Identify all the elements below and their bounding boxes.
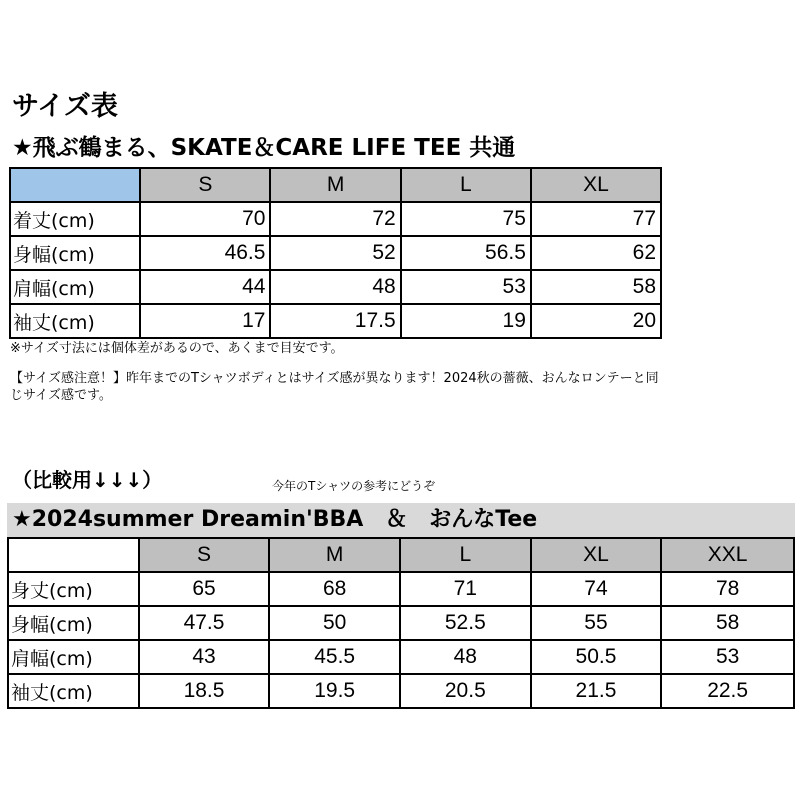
table-cell: 45.5: [269, 640, 400, 674]
table-cell: 56.5: [401, 236, 531, 270]
table-cell: 50.5: [531, 640, 662, 674]
row-label: 袖丈(cm): [8, 674, 139, 708]
table-cell: 75: [401, 202, 531, 236]
table-header-row: [10, 168, 661, 202]
table-cell: 44: [140, 270, 270, 304]
column-header: S: [139, 538, 270, 572]
row-label: 肩幅(cm): [10, 270, 140, 304]
table-cell: 22.5: [661, 674, 794, 708]
column-header: L: [400, 538, 531, 572]
table-cell: 20.5: [400, 674, 531, 708]
table-cell: 21.5: [531, 674, 662, 708]
column-header: XL: [531, 538, 662, 572]
column-header: M: [270, 168, 400, 202]
table-row: [10, 236, 661, 270]
table-row: [10, 270, 661, 304]
table-cell: 68: [269, 572, 400, 606]
table-cell: 52.5: [400, 606, 531, 640]
table-cell: 58: [531, 270, 661, 304]
table-cell: 62: [531, 236, 661, 270]
table1-title: ★飛ぶ鶴まる、SKATE＆CARE LIFE TEE 共通: [12, 135, 516, 161]
table-cell: 17.5: [270, 304, 400, 338]
size-note: ※サイズ寸法には個体差があるので、あくまで目安です。: [10, 341, 344, 356]
row-label: 身丈(cm): [8, 572, 139, 606]
table-cell: 48: [270, 270, 400, 304]
row-label: 身幅(cm): [8, 606, 139, 640]
table-row: [10, 202, 661, 236]
column-header: XXL: [661, 538, 794, 572]
page-title: サイズ表: [12, 91, 118, 122]
table-cell: 50: [269, 606, 400, 640]
comparison-note: 今年のTシャツの参考にどうぞ: [272, 479, 436, 493]
table-cell: 71: [400, 572, 531, 606]
table-cell: 77: [531, 202, 661, 236]
table-cell: 58: [661, 606, 794, 640]
table-cell: 74: [531, 572, 662, 606]
row-label: 身幅(cm): [10, 236, 140, 270]
table-cell: 52: [270, 236, 400, 270]
table-row: [8, 674, 794, 708]
table-cell: 53: [401, 270, 531, 304]
table-row: [8, 640, 794, 674]
row-label: 着丈(cm): [10, 202, 140, 236]
column-header: L: [401, 168, 531, 202]
table-cell: 17: [140, 304, 270, 338]
table-cell: 19.5: [269, 674, 400, 708]
column-header: M: [269, 538, 400, 572]
table-cell: 46.5: [140, 236, 270, 270]
table-row: [10, 304, 661, 338]
size-table-2: [7, 537, 795, 709]
column-header: S: [140, 168, 270, 202]
table-row: [8, 572, 794, 606]
size-caution: 【サイズ感注意！】昨年までのTシャツボディとはサイズ感が異なります！2024秋の薔薇、おんなロンテーと同じサイズ感です。: [10, 371, 659, 403]
table-cell: 55: [531, 606, 662, 640]
table-cell: 48: [400, 640, 531, 674]
comparison-heading: （比較用↓↓↓）: [12, 468, 163, 492]
row-label: 袖丈(cm): [10, 304, 140, 338]
row-label: 肩幅(cm): [8, 640, 139, 674]
column-header: XL: [531, 168, 661, 202]
table-cell: 43: [139, 640, 270, 674]
table2-title: ★2024summer Dreamin'BBA ＆ おんなTee: [12, 507, 538, 532]
size-table-1: [9, 167, 662, 339]
table-cell: 47.5: [139, 606, 270, 640]
table-row: [8, 606, 794, 640]
table-cell: 53: [661, 640, 794, 674]
table-cell: 78: [661, 572, 794, 606]
table-header-row: [8, 538, 794, 572]
table-cell: 19: [401, 304, 531, 338]
table-cell: 65: [139, 572, 270, 606]
table-cell: 72: [270, 202, 400, 236]
table-cell: 70: [140, 202, 270, 236]
table-cell: 20: [531, 304, 661, 338]
corner-cell: [8, 538, 139, 572]
table-cell: 18.5: [139, 674, 270, 708]
corner-cell: [10, 168, 140, 202]
